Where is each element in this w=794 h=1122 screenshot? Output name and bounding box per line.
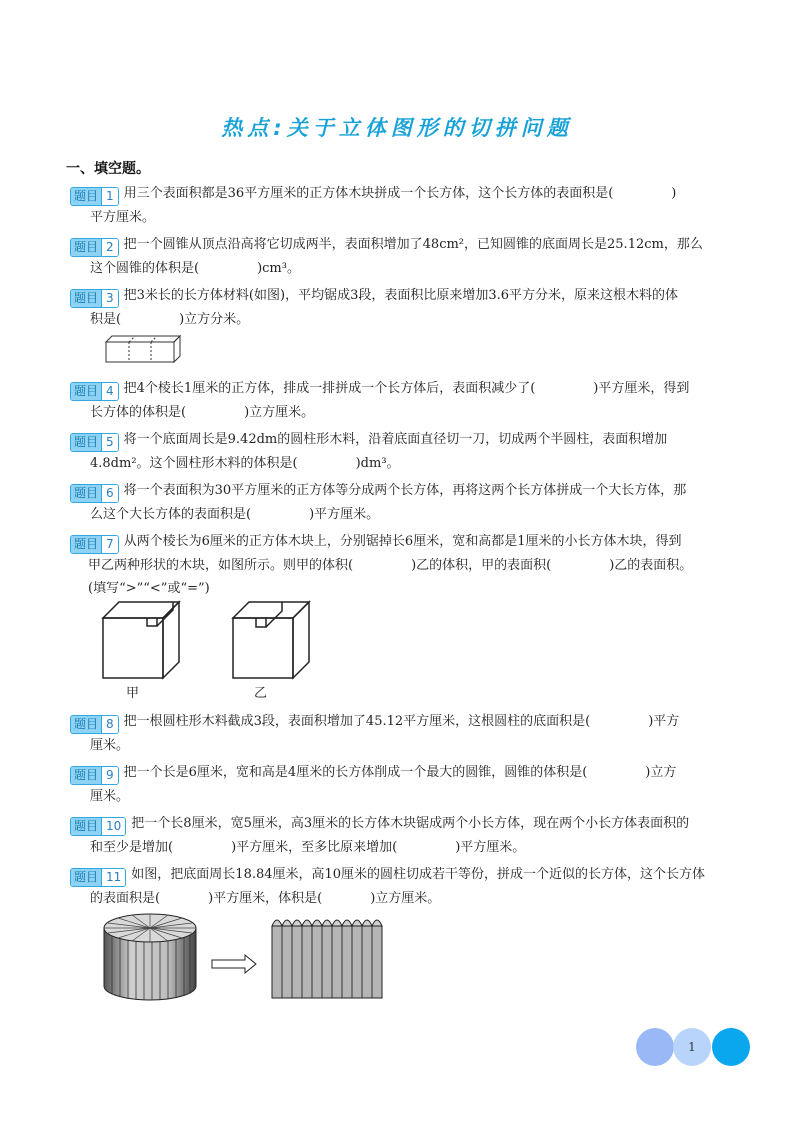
question-tag: 题目 11 <box>70 868 126 887</box>
question-2: 题目 2 把一个圆锥从顶点沿高将它切成两半，表面积增加了48cm²，已知圆锥的底面周长是25.12cm，那么 这个圆锥的体积是( )cm³。 <box>70 233 730 280</box>
question-tag: 题目 3 <box>70 289 119 308</box>
page-dot-left <box>636 1028 674 1066</box>
question-1: 题目 1 用三个表面积都是36平方厘米的正方体木块拼成一个长方体，这个长方体的表面积是( ) 平方厘米。 <box>70 182 730 229</box>
question-6: 题目 6 将一个表面积为30平方厘米的正方体等分成两个长方体，再将这两个长方体拼成一个大长方体，那 么这个大长方体的表面积是( )平方厘米。 <box>70 479 730 526</box>
question-8: 题目 8 把一根圆柱形木料截成3段，表面积增加了45.12平方厘米，这根圆柱的底面积是( )平方 厘米。 <box>70 710 730 757</box>
question-4: 题目 4 把4个棱长1厘米的正方体，排成一排拼成一个长方体后，表面积减少了( )平方厘米，得到 长方体的体积是( )立方厘米。 <box>70 377 730 424</box>
question-5: 题目 5 将一个底面周长是9.42dm的圆柱形木料，沿着底面直径切一刀，切成两个半圆柱，表面积增加 4.8dm²。这个圆柱形木料的体积是( )dm³。 <box>70 428 730 475</box>
cube-yi-figure <box>230 600 314 680</box>
question-7: 题目 7 从两个棱长为6厘米的正方体木块上，分别锯掉长6厘米，宽和高都是1厘米的小长方体木块，得到 甲乙两种形状的木块，如图所示。则甲的体积( )乙的体积，甲的表面积( )乙的表面积。 (填写“>”“<”或“=”) <box>70 530 730 600</box>
figure-label-jia: 甲 <box>126 686 140 701</box>
question-tag: 题目 4 <box>70 382 119 401</box>
cuboid-figure <box>104 334 184 364</box>
page-title: 热点:关于立体图形的切拼问题 <box>221 116 573 140</box>
question-10: 题目 10 把一个长8厘米，宽5厘米，高3厘米的长方体木块锯成两个小长方体，现在两个小长方体表面积的 和至少是增加( )平方厘米，至多比原来增加( )平方厘米。 <box>70 812 730 859</box>
cylinder-shape <box>104 914 196 1000</box>
figure-label-yi: 乙 <box>254 686 268 701</box>
question-tag: 题目 10 <box>70 817 126 836</box>
question-9: 题目 9 把一个长是6厘米，宽和高是4厘米的长方体削成一个最大的圆锥，圆锥的体积是( )立方 厘米。 <box>70 761 730 808</box>
question-tag: 题目 8 <box>70 715 119 734</box>
question-11: 题目 11 如图，把底面周长18.84厘米，高10厘米的圆柱切成若干等份，拼成一个近似的长方体，这个长方体 的表面积是( )平方厘米，体积是( )立方厘米。 <box>70 863 730 910</box>
question-3: 题目 3 把3米长的长方体材料(如图)，平均锯成3段，表面积比原来增加3.6平方分米，原来这根木料的体 积是( )立方分米。 <box>70 284 730 331</box>
question-tag: 题目 7 <box>70 535 119 554</box>
prism-shape <box>272 920 382 998</box>
page-indicator <box>636 1028 756 1068</box>
cube-jia-figure <box>100 600 184 680</box>
section-heading: 一、填空题。 <box>66 161 150 177</box>
question-tag: 题目 6 <box>70 484 119 503</box>
question-tag: 题目 9 <box>70 766 119 785</box>
page-dot-right <box>712 1028 750 1066</box>
arrow-icon <box>212 955 256 973</box>
question-tag: 题目 1 <box>70 187 119 206</box>
question-tag: 题目 2 <box>70 238 119 257</box>
cylinder-cut-figure <box>100 908 395 1008</box>
question-tag: 题目 5 <box>70 433 119 452</box>
page-number: 1 <box>688 1040 696 1054</box>
